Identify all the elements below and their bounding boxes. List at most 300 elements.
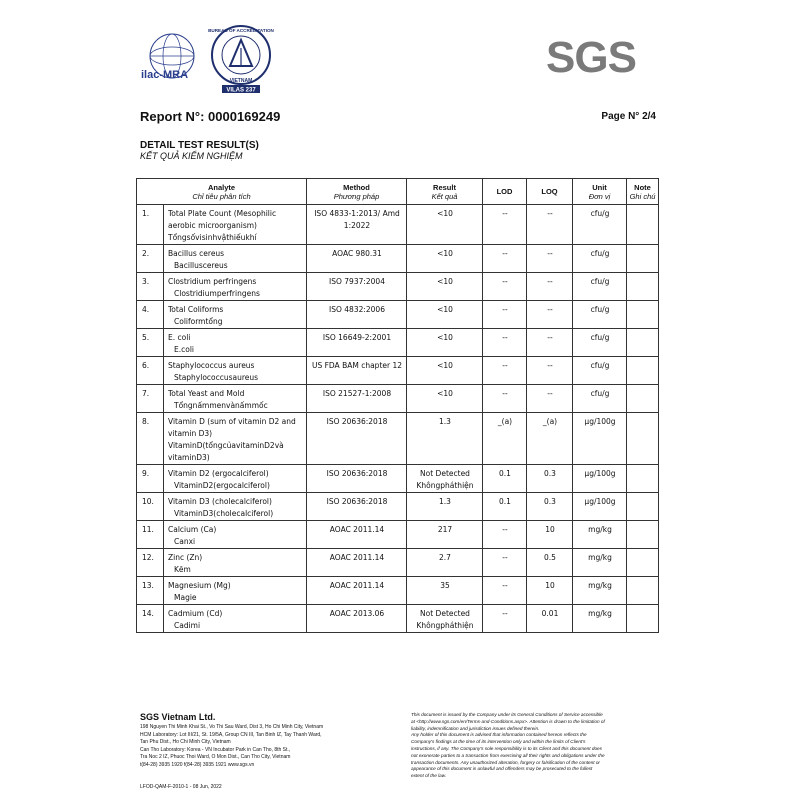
- result-cell-line: <10: [437, 209, 453, 218]
- analyte-cell-line: vitaminD3): [168, 453, 210, 462]
- unit-cell: [573, 605, 627, 633]
- analyte-cell: [164, 549, 307, 577]
- note-cell: [627, 549, 659, 577]
- analyte-cell-line: Calcium (Ca): [168, 525, 217, 534]
- row-number-line: 12.: [142, 553, 154, 562]
- lod-cell-line: --: [502, 389, 508, 398]
- disclaimer-line: at <http://www.sgs.com/en/Terms-and-Conditions.aspx>. Attention is drawn to the limitation of: [411, 718, 605, 724]
- loq-cell: [527, 413, 573, 465]
- col-unit-en: Unit: [592, 182, 607, 192]
- method-cell: [307, 605, 407, 633]
- unit-cell: [573, 465, 627, 493]
- address-line: t(84-28) 3935 1920 f(84-28) 3935 1921 www.sgs.vn: [140, 761, 255, 768]
- analyte-cell-line: Total Coliforms: [168, 305, 224, 314]
- row-number-line: 3.: [142, 277, 150, 286]
- lod-cell-line: --: [502, 361, 508, 370]
- analyte-cell-line: Clostridiumperfringens: [174, 289, 260, 298]
- analyte-cell-line: Zinc (Zn): [168, 553, 203, 562]
- method-cell-line: AOAC 980.31: [332, 249, 382, 258]
- analyte-cell-line: Staphylococcus aureus: [168, 361, 255, 370]
- analyte-cell-line: VitaminD2(ergocalciferol): [174, 481, 270, 490]
- result-cell: [407, 329, 483, 357]
- row-number-line: 8.: [142, 417, 150, 426]
- table-body: [137, 205, 659, 633]
- lod-cell: [483, 577, 527, 605]
- page-number: Page N° 2/4: [601, 111, 656, 122]
- col-method-en: Method: [343, 182, 370, 192]
- lod-cell: [483, 521, 527, 549]
- row-number-line: 1.: [142, 209, 150, 218]
- table-row: [137, 605, 659, 633]
- result-cell-line: 1.3: [439, 497, 451, 506]
- row-number: [137, 273, 164, 301]
- method-cell-line: ISO 4832:2006: [329, 305, 385, 314]
- analyte-cell-line: Bacillus cereus: [168, 249, 225, 258]
- disclaimer-line: Company's findings at the time of its intervention only and within the limits of Client's: [411, 739, 586, 745]
- analyte-cell-line: Vitamin D (sum of vitamin D2 and: [168, 417, 296, 426]
- analyte-cell-line: Magnesium (Mg): [168, 581, 231, 590]
- method-cell-line: ISO 20636:2018: [326, 417, 388, 426]
- note-cell: [627, 493, 659, 521]
- result-cell-line: <10: [437, 249, 453, 258]
- note-cell: [627, 605, 659, 633]
- loq-cell: [527, 493, 573, 521]
- loq-cell-line: 10: [545, 525, 555, 534]
- method-cell: [307, 521, 407, 549]
- result-cell-line: <10: [437, 333, 453, 342]
- analyte-cell-line: Bacilluscereus: [174, 261, 228, 270]
- loq-cell: [527, 329, 573, 357]
- lod-cell: [483, 329, 527, 357]
- analyte-cell-line: Total Yeast and Mold: [168, 389, 245, 398]
- loq-cell-line: --: [547, 249, 553, 258]
- accreditation-seal: [208, 24, 274, 94]
- seal-ring-text: BUREAU OF ACCREDITATION: [208, 28, 274, 33]
- method-cell: [307, 413, 407, 465]
- analyte-cell: [164, 357, 307, 385]
- unit-cell: [573, 521, 627, 549]
- col-lod: [483, 179, 527, 205]
- section-title: DETAIL TEST RESULT(S): [140, 140, 259, 151]
- analyte-cell: [164, 245, 307, 273]
- col-method: [307, 179, 407, 205]
- disclaimer-line: instructions, if any. The Company's sole responsibility is to its Client and this document does: [411, 745, 603, 751]
- lod-cell: [483, 549, 527, 577]
- row-number-line: 6.: [142, 361, 150, 370]
- col-result-en: Result: [433, 182, 456, 192]
- table-row: [137, 465, 659, 493]
- unit-cell: [573, 577, 627, 605]
- result-cell: [407, 357, 483, 385]
- lod-cell-line: --: [502, 581, 508, 590]
- table-header-row: [137, 179, 659, 205]
- row-number: [137, 357, 164, 385]
- loq-cell-line: 0.01: [541, 609, 559, 618]
- col-note-en: Note: [634, 182, 651, 192]
- loq-cell-line: 10: [545, 581, 555, 590]
- unit-cell: [573, 549, 627, 577]
- col-loq: [527, 179, 573, 205]
- row-number: [137, 245, 164, 273]
- table-row: [137, 329, 659, 357]
- method-cell-line: ISO 20636:2018: [326, 469, 388, 478]
- table-row: [137, 301, 659, 329]
- analyte-cell-line: Tổngsốvisinhvậthiếukhí: [168, 233, 257, 242]
- loq-cell-line: --: [547, 333, 553, 342]
- unit-cell: [573, 205, 627, 245]
- result-cell: [407, 521, 483, 549]
- unit-cell-line: cfu/g: [590, 389, 610, 398]
- loq-cell-line: --: [547, 277, 553, 286]
- loq-cell-line: --: [547, 389, 553, 398]
- loq-cell: [527, 465, 573, 493]
- method-cell: [307, 273, 407, 301]
- analyte-cell: [164, 329, 307, 357]
- lod-cell-line: --: [502, 249, 508, 258]
- method-cell: [307, 385, 407, 413]
- loq-cell: [527, 273, 573, 301]
- test-results-table: [136, 178, 659, 633]
- method-cell: [307, 329, 407, 357]
- row-number: [137, 549, 164, 577]
- col-analyte-vi: Chỉ tiêu phân tích: [192, 191, 251, 201]
- unit-cell-line: mg/kg: [588, 553, 612, 562]
- method-cell-line: ISO 20636:2018: [326, 497, 388, 506]
- table-row: [137, 205, 659, 245]
- row-number-line: 4.: [142, 305, 150, 314]
- disclaimer-line: Any holder of this document is advised that information contained hereon reflects the: [411, 732, 587, 738]
- lod-cell-line: --: [502, 553, 508, 562]
- analyte-cell: [164, 205, 307, 245]
- row-number: [137, 385, 164, 413]
- lod-cell-line: --: [502, 333, 508, 342]
- unit-cell-line: mg/kg: [588, 581, 612, 590]
- lod-cell-line: --: [502, 305, 508, 314]
- unit-cell-line: cfu/g: [590, 249, 610, 258]
- lod-cell-line: _(a): [497, 417, 513, 426]
- analyte-cell-line: Clostridium perfringens: [168, 277, 257, 286]
- col-analyte-en: Analyte: [207, 182, 236, 192]
- address-line: Tan Phu Dist., Ho Chi Minh City, Vietnam: [140, 739, 231, 745]
- lod-cell-line: --: [502, 277, 508, 286]
- result-cell-line: Khôngpháthiện: [416, 481, 474, 490]
- seal-code: VILAS 237: [226, 87, 256, 94]
- method-cell: [307, 245, 407, 273]
- result-cell-line: <10: [437, 277, 453, 286]
- analyte-cell-line: VitaminD3(cholecalciferol): [174, 509, 274, 518]
- result-cell-line: <10: [437, 305, 453, 314]
- table-row: [137, 521, 659, 549]
- row-number-line: 13.: [142, 581, 154, 590]
- table-row: [137, 357, 659, 385]
- disclaimer-line: This document is issued by the Company under its General Conditions of Service accessible: [411, 712, 603, 717]
- analyte-cell-line: Tổngnấmmenvànấmmốc: [174, 401, 268, 410]
- note-cell: [627, 301, 659, 329]
- result-cell-line: Not Detected: [420, 469, 470, 478]
- unit-cell: [573, 357, 627, 385]
- lod-cell-line: --: [502, 609, 508, 618]
- note-cell: [627, 245, 659, 273]
- loq-cell: [527, 577, 573, 605]
- loq-cell: [527, 605, 573, 633]
- unit-cell-line: cfu/g: [590, 305, 610, 314]
- method-cell: [307, 493, 407, 521]
- method-cell-line: AOAC 2013.06: [329, 609, 385, 618]
- col-note-vi: Ghi chú: [629, 191, 656, 201]
- col-analyte: [137, 179, 307, 205]
- method-cell-line: ISO 7937:2004: [329, 277, 385, 286]
- row-number-line: 9.: [142, 469, 150, 478]
- disclaimer-line: transaction documents. Any unauthorized alteration, forgery or falsification of the content or: [411, 759, 600, 765]
- analyte-cell-line: Magie: [174, 593, 197, 602]
- col-lod-en: LOD: [496, 187, 513, 196]
- method-cell-line: AOAC 2011.14: [329, 553, 385, 562]
- row-number-line: 10.: [142, 497, 154, 506]
- ilac-mra-logo: [140, 32, 204, 84]
- lod-cell: [483, 413, 527, 465]
- col-result: [407, 179, 483, 205]
- address-line: Can Tho Laboratory: Korea - VN Incubator Park in Can Tho, 8th St.,: [140, 746, 291, 753]
- footer-company: SGS Vietnam Ltd.: [140, 712, 216, 722]
- note-cell: [627, 357, 659, 385]
- row-number: [137, 493, 164, 521]
- sgs-logo: [546, 33, 646, 82]
- analyte-cell-line: aerobic microorganism): [168, 221, 257, 230]
- lod-cell: [483, 465, 527, 493]
- analyte-cell-line: Staphylococcusaureus: [174, 373, 259, 382]
- analyte-cell: [164, 385, 307, 413]
- loq-cell: [527, 301, 573, 329]
- result-cell-line: Not Detected: [420, 609, 470, 618]
- analyte-cell-line: Cadimi: [174, 621, 201, 630]
- method-cell: [307, 465, 407, 493]
- row-number-line: 7.: [142, 389, 150, 398]
- result-cell: [407, 273, 483, 301]
- analyte-cell-line: E. coli: [168, 333, 191, 342]
- unit-cell-line: mg/kg: [588, 609, 612, 618]
- note-cell: [627, 205, 659, 245]
- lod-cell-line: --: [502, 209, 508, 218]
- report-number: Report N°: 0000169249: [140, 109, 281, 124]
- row-number: [137, 605, 164, 633]
- result-cell: [407, 577, 483, 605]
- analyte-cell-line: vitamin D3): [168, 429, 213, 438]
- result-cell-line: 217: [437, 525, 453, 534]
- analyte-cell-line: Vitamin D2 (ergocalciferol): [168, 469, 269, 478]
- loq-cell: [527, 549, 573, 577]
- method-cell-line: ISO 21527-1:2008: [322, 389, 392, 398]
- note-cell: [627, 385, 659, 413]
- method-cell-line: AOAC 2011.14: [329, 581, 385, 590]
- lod-cell-line: 0.1: [499, 469, 511, 478]
- row-number: [137, 329, 164, 357]
- col-method-vi: Phương pháp: [333, 191, 380, 201]
- row-number-line: 14.: [142, 609, 154, 618]
- analyte-cell: [164, 577, 307, 605]
- analyte-cell: [164, 605, 307, 633]
- table-row: [137, 493, 659, 521]
- col-loq-en: LOQ: [541, 187, 558, 196]
- ilac-label: ilac-MRA: [141, 69, 189, 81]
- result-cell: [407, 549, 483, 577]
- method-cell: [307, 301, 407, 329]
- unit-cell: [573, 385, 627, 413]
- unit-cell: [573, 273, 627, 301]
- analyte-cell: [164, 521, 307, 549]
- table-row: [137, 549, 659, 577]
- row-number-line: 11.: [142, 525, 154, 534]
- loq-cell-line: _(a): [542, 417, 558, 426]
- result-cell: [407, 493, 483, 521]
- lod-cell: [483, 205, 527, 245]
- address-line: Tra Noc 2 IZ, Phuoc Thoi Ward, O Mon Dist., Can Tho City, Vietnam: [140, 754, 291, 760]
- result-cell-line: Khôngpháthiện: [416, 621, 474, 630]
- seal-country: VIETNAM: [229, 78, 253, 84]
- unit-cell: [573, 413, 627, 465]
- ilac-globe-icon: [140, 32, 204, 84]
- analyte-cell-line: Coliformtổng: [174, 317, 223, 326]
- row-number: [137, 413, 164, 465]
- method-cell: [307, 205, 407, 245]
- row-number: [137, 301, 164, 329]
- analyte-cell: [164, 493, 307, 521]
- lod-cell-line: 0.1: [499, 497, 511, 506]
- loq-cell: [527, 245, 573, 273]
- analyte-cell-line: E.coli: [174, 345, 195, 354]
- loq-cell-line: 0.3: [544, 497, 556, 506]
- method-cell-line: AOAC 2011.14: [329, 525, 385, 534]
- note-cell: [627, 577, 659, 605]
- unit-cell-line: µg/100g: [584, 469, 616, 478]
- result-cell: [407, 205, 483, 245]
- table-row: [137, 273, 659, 301]
- note-cell: [627, 273, 659, 301]
- loq-cell-line: --: [547, 361, 553, 370]
- loq-cell-line: --: [547, 209, 553, 218]
- footer-form-code: LFOD-QAM-F-2010-1 - 08 Jun, 2022: [140, 784, 222, 790]
- col-result-vi: Kết quả: [431, 191, 458, 201]
- lod-cell: [483, 245, 527, 273]
- analyte-cell: [164, 465, 307, 493]
- analyte-cell-line: Kẽm: [174, 565, 191, 574]
- loq-cell-line: 0.5: [544, 553, 556, 562]
- analyte-cell-line: Canxi: [174, 537, 196, 546]
- unit-cell-line: cfu/g: [590, 209, 610, 218]
- analyte-cell: [164, 413, 307, 465]
- address-line: HCM Laboratory: Lot III/21, St. 19/5A, Group CN III, Tan Binh IZ, Tay Thanh Ward,: [140, 731, 322, 738]
- unit-cell: [573, 493, 627, 521]
- disclaimer-line: liability, indemnification and jurisdiction issues defined therein.: [411, 725, 540, 731]
- analyte-cell-line: Total Plate Count (Mesophilic: [168, 209, 277, 218]
- note-cell: [627, 329, 659, 357]
- result-cell: [407, 301, 483, 329]
- disclaimer-line: extent of the law.: [411, 773, 447, 779]
- result-cell: [407, 385, 483, 413]
- result-cell-line: 1.3: [439, 417, 451, 426]
- row-number: [137, 205, 164, 245]
- analyte-cell: [164, 301, 307, 329]
- lod-cell: [483, 301, 527, 329]
- method-cell: [307, 549, 407, 577]
- accreditation-seal-graphic: [208, 24, 274, 94]
- result-cell-line: 2.7: [439, 553, 451, 562]
- table-row: [137, 413, 659, 465]
- footer-disclaimer: [411, 712, 657, 780]
- disclaimer-line: not exonerate parties to a transaction from exercising all their rights and obligations under the: [411, 752, 605, 758]
- row-number: [137, 577, 164, 605]
- table-row: [137, 577, 659, 605]
- loq-cell-line: --: [547, 305, 553, 314]
- analyte-cell-line: Cadmium (Cd): [168, 609, 223, 618]
- unit-cell-line: µg/100g: [584, 497, 616, 506]
- result-cell-line: 35: [440, 581, 450, 590]
- section-subtitle: KẾT QUẢ KIỂM NGHIỆM: [140, 151, 243, 161]
- method-cell: [307, 357, 407, 385]
- analyte-cell-line: VitaminD(tổngcủavitaminD2và: [168, 441, 284, 450]
- method-cell-line: ISO 4833-1:2013/ Amd: [314, 209, 400, 218]
- analyte-cell-line: Vitamin D3 (cholecalciferol): [168, 497, 272, 506]
- unit-cell: [573, 245, 627, 273]
- result-cell-line: <10: [437, 361, 453, 370]
- result-cell: [407, 413, 483, 465]
- loq-cell: [527, 205, 573, 245]
- unit-cell: [573, 329, 627, 357]
- note-cell: [627, 413, 659, 465]
- row-number-line: 2.: [142, 249, 150, 258]
- loq-cell: [527, 385, 573, 413]
- unit-cell-line: mg/kg: [588, 525, 612, 534]
- disclaimer-line: appearance of this document is unlawful and offenders may be prosecuted to the fullest: [411, 766, 593, 772]
- col-unit: [573, 179, 627, 205]
- lod-cell: [483, 357, 527, 385]
- result-cell: [407, 465, 483, 493]
- method-cell: [307, 577, 407, 605]
- result-cell-line: <10: [437, 389, 453, 398]
- address-line: 198 Nguyen Thi Minh Khai St., Vo Thi Sau Ward, Dist 3, Ho Chi Minh City, Vietnam: [140, 724, 324, 730]
- result-cell: [407, 245, 483, 273]
- unit-cell-line: µg/100g: [584, 417, 616, 426]
- lod-cell: [483, 605, 527, 633]
- method-cell-line: ISO 16649-2:2001: [322, 333, 392, 342]
- lod-cell: [483, 385, 527, 413]
- row-number: [137, 465, 164, 493]
- unit-cell-line: cfu/g: [590, 361, 610, 370]
- row-number: [137, 521, 164, 549]
- table-row: [137, 385, 659, 413]
- table-row: [137, 245, 659, 273]
- sgs-brand-text: SGS: [546, 33, 636, 82]
- note-cell: [627, 465, 659, 493]
- lod-cell-line: --: [502, 525, 508, 534]
- row-number-line: 5.: [142, 333, 150, 342]
- loq-cell: [527, 521, 573, 549]
- unit-cell: [573, 301, 627, 329]
- loq-cell-line: 0.3: [544, 469, 556, 478]
- result-cell: [407, 605, 483, 633]
- unit-cell-line: cfu/g: [590, 333, 610, 342]
- unit-cell-line: cfu/g: [590, 277, 610, 286]
- method-cell-line: 1:2022: [343, 221, 371, 230]
- loq-cell: [527, 357, 573, 385]
- note-cell: [627, 521, 659, 549]
- method-cell-line: US FDA BAM chapter 12: [311, 361, 403, 370]
- col-note: [627, 179, 659, 205]
- lod-cell: [483, 273, 527, 301]
- footer-address: [140, 724, 408, 769]
- analyte-cell: [164, 273, 307, 301]
- lod-cell: [483, 493, 527, 521]
- col-unit-vi: Đơn vị: [588, 191, 611, 201]
